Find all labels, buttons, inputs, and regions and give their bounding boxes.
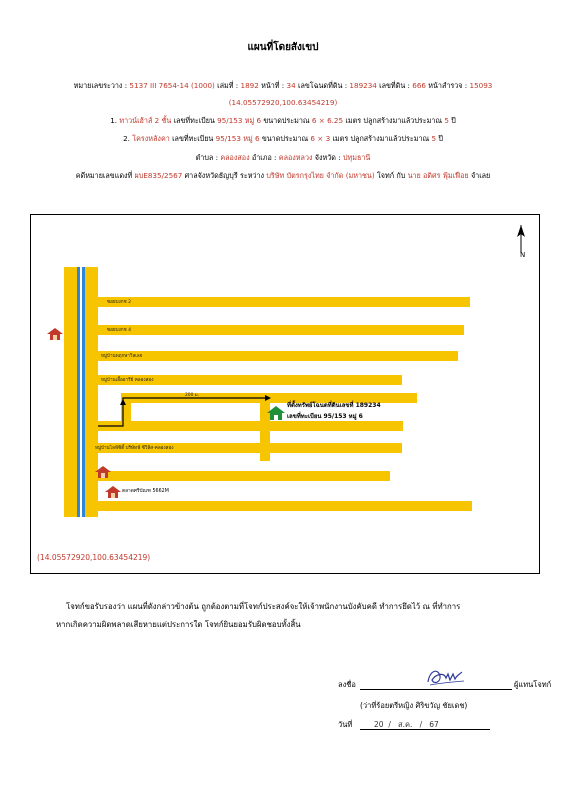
- statement-line-2: หากเกิดความผิดพลาดเสียหายแต่ประการใด โจทก์ยินยอมรับผิดชอบทั้งสิ้น: [56, 620, 301, 629]
- statement-line-1: โจทก์ขอรับรองว่า แผนที่ดังกล่าวข้างต้น ถูกต้องตามที่โจทก์ประสงค์จะให้เจ้าพนักงานบังคับคดี ทำการยึดไว้ ณ ที่ทำการ: [66, 602, 461, 611]
- site-label-line2: เลขที่ทะเบียน 95/153 หมู่ 6: [287, 413, 363, 420]
- signer-name: (ว่าที่ร้อยตรีหญิง ศิริขวัญ ชัยเดช): [360, 701, 468, 710]
- road-label-ua-aree: หมู่บ้านเอื้ออารีย์ คลองสอง: [101, 378, 154, 383]
- landmark-house-icon: [47, 325, 63, 344]
- date-value: 20 / ส.ค. / 67: [374, 720, 439, 729]
- location-line: ตำบล : คลองสอง อำเภอ : คลองหลวง จังหวัด : ปทุมธานี: [195, 153, 371, 162]
- market-label: ตลาดศรีบัณฑ 5662M: [122, 489, 169, 494]
- deed-info-line: หมายเลขระวาง : 5137 III 7654-14 (1000) เล่มที่ : 1892 หน้าที่ : 34 เลขโฉนดที่ดิน : 189234 เลขที่ดิน : 666 หน้าสำรวจ : 15093: [73, 81, 493, 90]
- coordinates-header: (14.05572920,100.63454219): [228, 98, 338, 107]
- building-item-2: 2. โครงหลังคา เลขที่ทะเบียน 95/153 หมู่ 6 ขนาดประมาณ 6 × 3 เมตร ปลูกสร้างมาแล้วประมาณ 5 ปี: [123, 134, 443, 143]
- map-coordinates: (14.05572920,100.63454219): [37, 553, 151, 562]
- signature-scribble: [424, 666, 466, 692]
- road-label-soi-2: ซอยบงกช 2: [107, 300, 132, 305]
- road-label-soi-4: ซอยบงกช 4: [107, 328, 132, 333]
- distance-label: 200 ม.: [185, 393, 200, 398]
- case-line: คดีหมายเลขแดงที่ ผบE835/2567 ศาลจังหวัดธัญบุรี ระหว่าง บริษัท บัตรกรุงไทย จำกัด (มหาชน) โจทก์ กับ นาย อดิศร ฟุ้มเฟือย จำเลย: [75, 171, 491, 180]
- route-path: [31, 215, 541, 575]
- market-house-icon: [105, 483, 121, 502]
- site-house-icon: [267, 405, 285, 424]
- north-label: N: [520, 251, 526, 259]
- sign-label: ลงชื่อ: [338, 680, 356, 689]
- road-label-pruksa: หมู่บ้านพฤกษาวิลเลจ: [101, 354, 143, 359]
- page-title: แผนที่โดยสังเขป: [247, 42, 319, 53]
- road-label-village-lower: หมู่บ้านไลฟ์ซิตี้ บริษัทฟ์ ซีวิลิส-คลองสอง: [95, 446, 174, 451]
- building-item-1: 1. ทาวน์เฮ้าส์ 2 ชั้น เลขที่ทะเบียน 95/153 หมู่ 6 ขนาดประมาณ 6 × 6.25 เมตร ปลูกสร้างมาแล้วประมาณ 5 ปี: [110, 116, 456, 125]
- village-house-icon: [95, 463, 111, 482]
- signer-role: ผู้แทนโจทก์: [514, 680, 552, 689]
- map-frame: [30, 214, 540, 574]
- date-label: วันที่: [338, 720, 353, 729]
- site-label-line1: ที่ตั้งทรัพย์โฉนดที่ดินเลขที่ 189234: [287, 402, 381, 409]
